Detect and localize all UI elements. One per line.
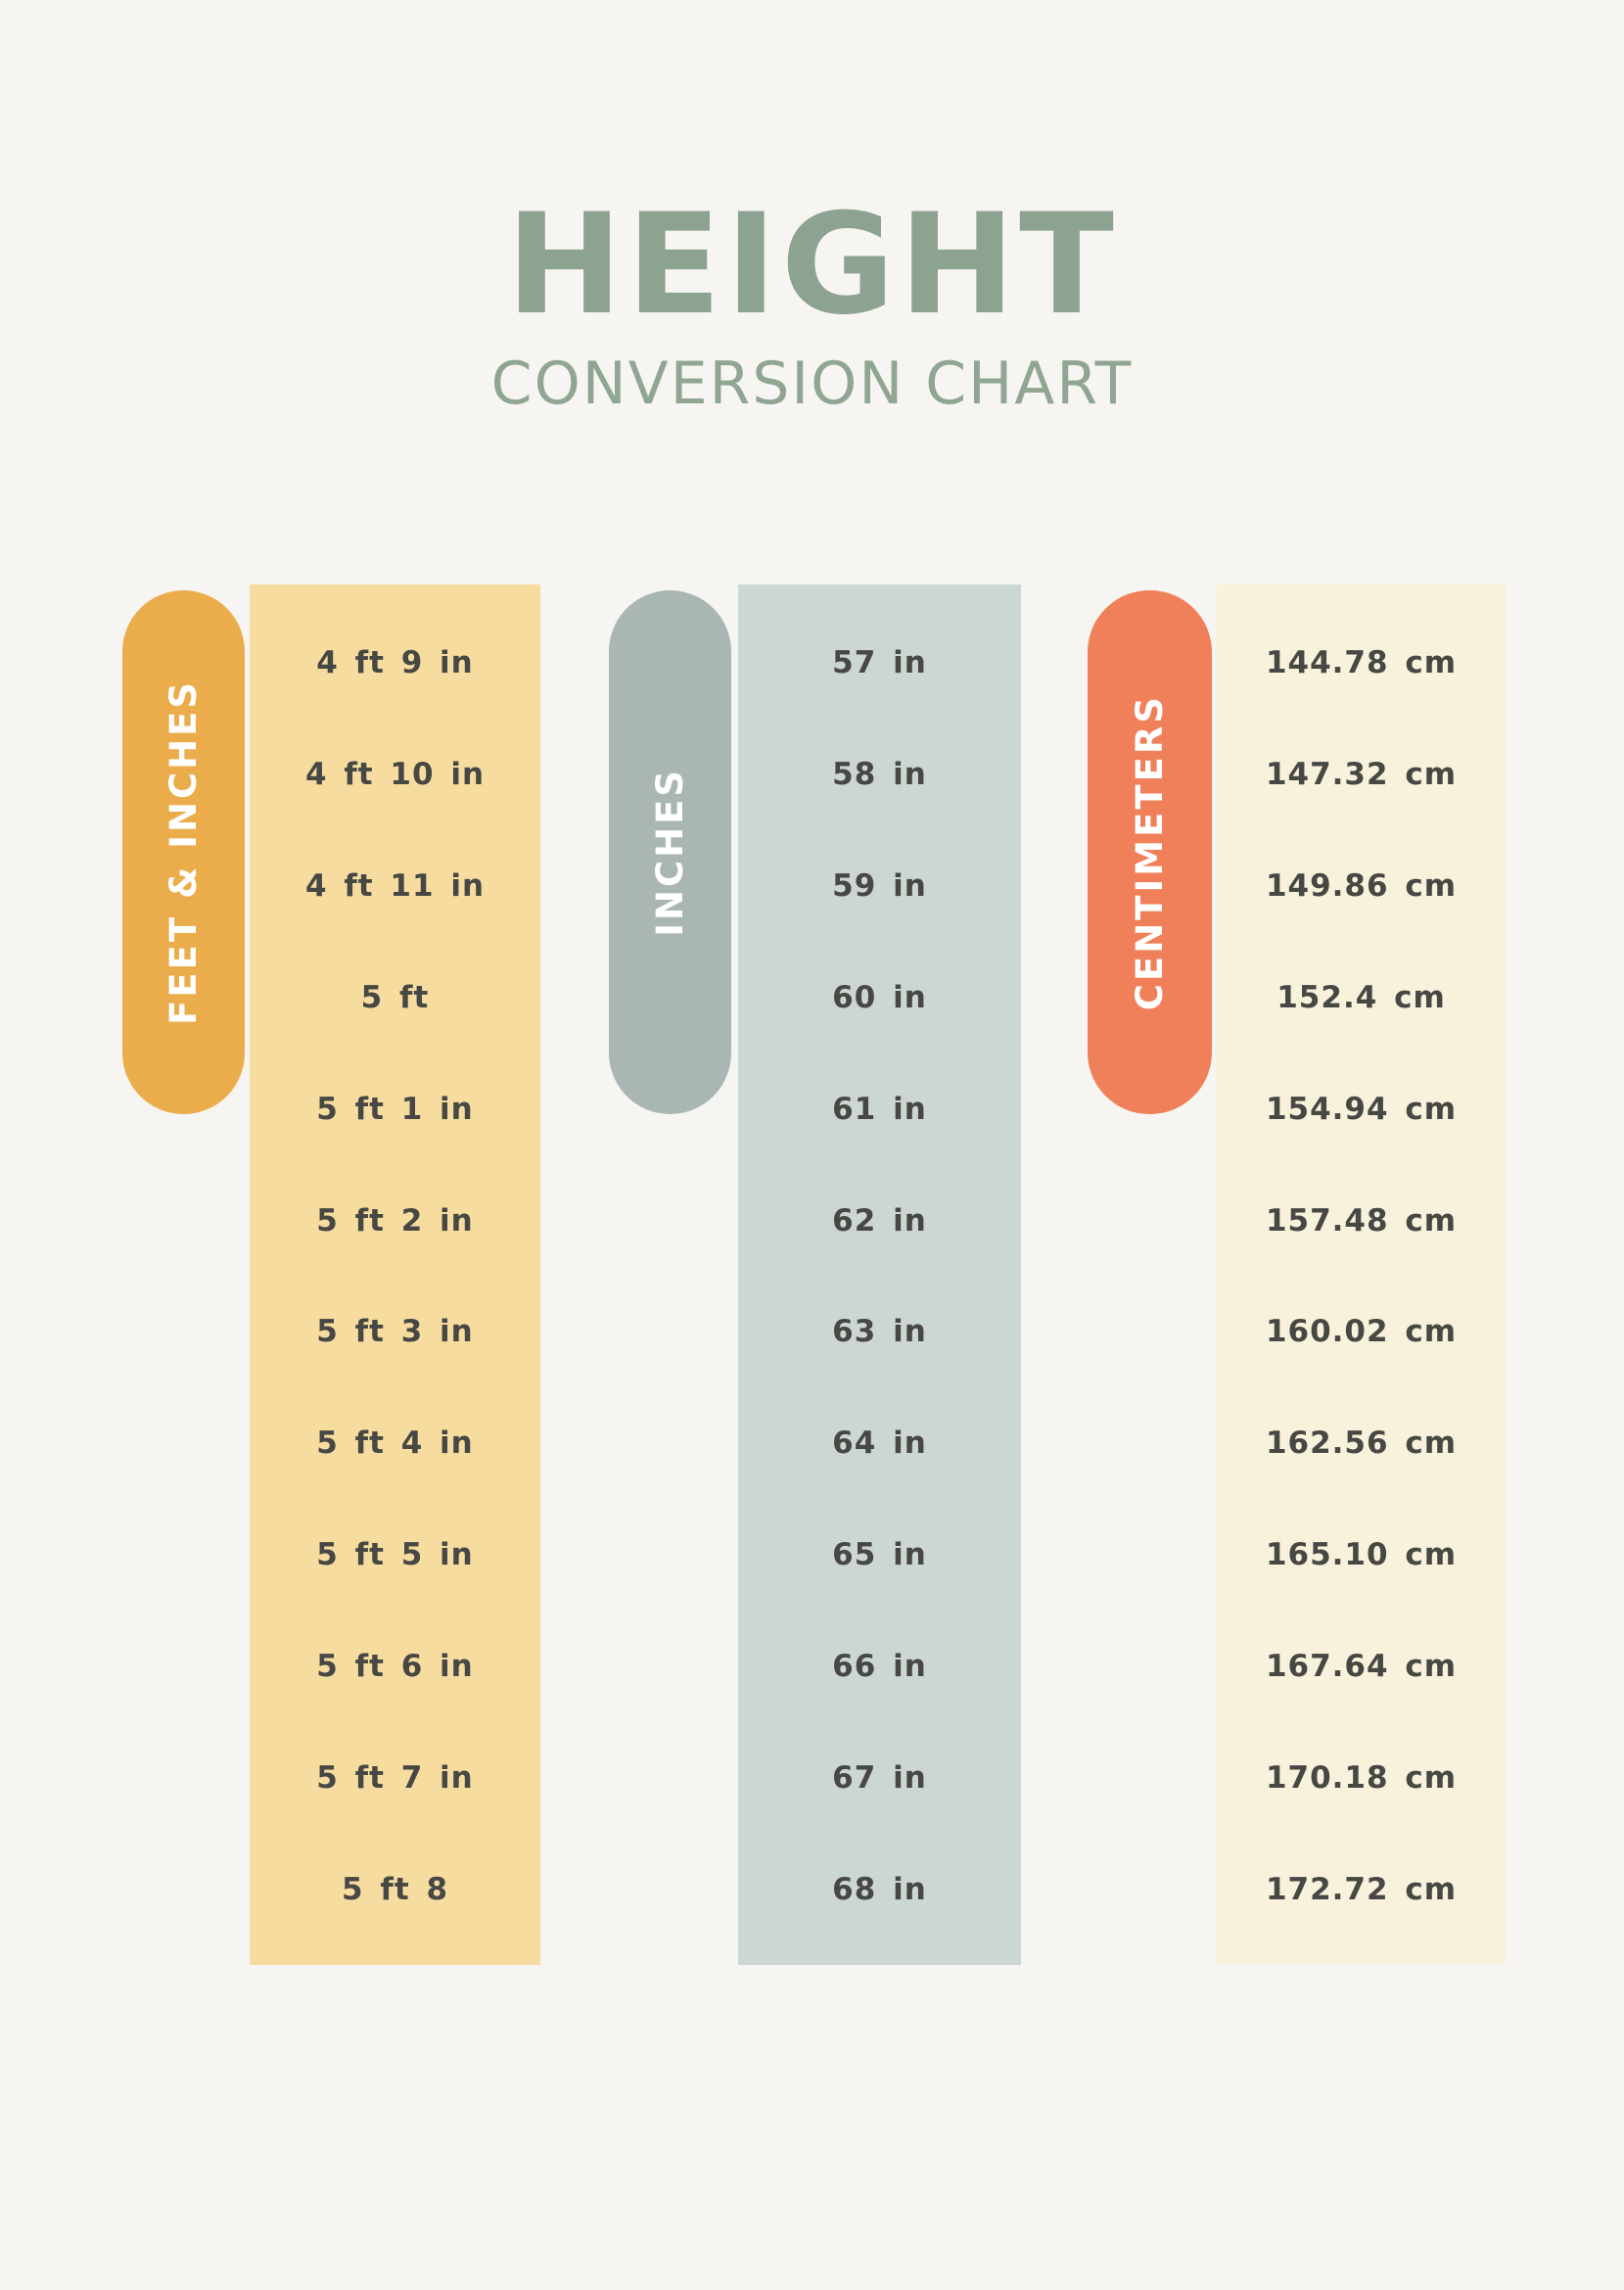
conversion-cell: 144.78 cm <box>1265 644 1458 680</box>
conversion-cell: 5 ft 1 in <box>316 1091 474 1127</box>
conversion-cell: 167.64 cm <box>1265 1649 1458 1685</box>
conversion-cell: 59 in <box>832 867 927 904</box>
column-inches <box>738 584 1021 1965</box>
conversion-cell: 61 in <box>832 1091 927 1127</box>
conversion-cell: 65 in <box>832 1537 927 1573</box>
conversion-cell: 63 in <box>832 1314 927 1350</box>
conversion-cell: 64 in <box>832 1425 927 1462</box>
conversion-cell: 5 ft 2 in <box>316 1202 474 1238</box>
conversion-cell: 5 ft 5 in <box>316 1537 474 1573</box>
conversion-cell: 5 ft 4 in <box>316 1425 474 1462</box>
conversion-cell: 170.18 cm <box>1265 1760 1458 1797</box>
conversion-cell: 4 ft 10 in <box>304 756 486 792</box>
pill-feet-and-inches <box>122 590 245 1114</box>
column-feet-and-inches <box>250 584 540 1965</box>
conversion-cell: 4 ft 9 in <box>316 644 474 680</box>
conversion-cell: 172.72 cm <box>1265 1872 1458 1908</box>
pill-label-inches: INCHES <box>649 768 691 937</box>
pill-centimeters <box>1088 590 1212 1114</box>
conversion-cell: 62 in <box>832 1202 927 1238</box>
pill-inches <box>609 590 731 1114</box>
conversion-cell: 5 ft <box>360 979 430 1015</box>
conversion-cell: 157.48 cm <box>1265 1202 1458 1238</box>
chart-title: HEIGHT <box>506 184 1118 346</box>
conversion-cell: 57 in <box>832 644 927 680</box>
conversion-cell: 165.10 cm <box>1265 1537 1458 1573</box>
conversion-cell: 66 in <box>832 1649 927 1685</box>
conversion-cell: 160.02 cm <box>1265 1314 1458 1350</box>
conversion-cell: 5 ft 7 in <box>316 1760 474 1797</box>
pill-label-feet-and-inches: FEET & INCHES <box>162 679 205 1025</box>
conversion-cell: 67 in <box>832 1760 927 1797</box>
column-centimeters <box>1217 584 1506 1965</box>
conversion-cell: 5 ft 3 in <box>316 1314 474 1350</box>
conversion-cell: 5 ft 6 in <box>316 1649 474 1685</box>
conversion-cell: 60 in <box>832 979 927 1015</box>
conversion-cell: 68 in <box>832 1872 927 1908</box>
conversion-cell: 149.86 cm <box>1265 867 1458 904</box>
pill-label-centimeters: CENTIMETERS <box>1129 693 1171 1011</box>
chart-subtitle: CONVERSION CHART <box>490 350 1134 418</box>
conversion-cell: 5 ft 8 <box>341 1872 449 1908</box>
conversion-cell: 154.94 cm <box>1265 1091 1458 1127</box>
conversion-cell: 147.32 cm <box>1265 756 1458 792</box>
conversion-cell: 152.4 cm <box>1276 979 1446 1015</box>
conversion-cell: 4 ft 11 in <box>304 867 486 904</box>
conversion-cell: 162.56 cm <box>1265 1425 1458 1462</box>
conversion-cell: 58 in <box>832 756 927 792</box>
